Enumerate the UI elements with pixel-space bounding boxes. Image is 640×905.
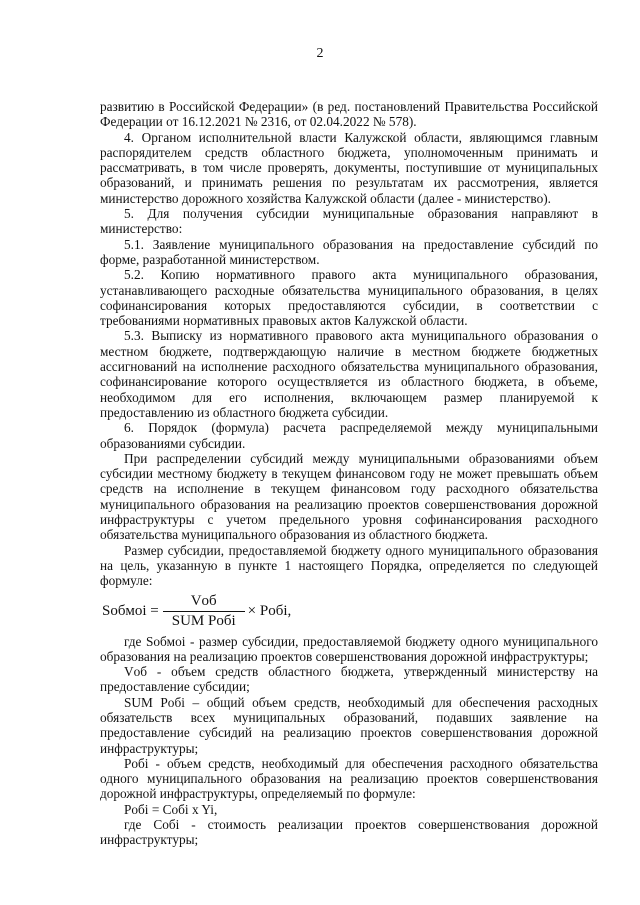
definition-c: где Cобi - стоимость реализации проектов совершенствования дорожной инфраструктуры; <box>100 817 598 848</box>
paragraph-5-3: 5.3. Выписку из нормативного правового акта муниципального образования о местном бюджете, подтверждающую наличие в местном бюджете бюджетных ассигнований на исполнение расходного обязательства муниципального образования, софинансирование которого осуществляется из областного бюджета, в объеме, необходимом для его исполнения, включающем размер планируемой к предоставлению из областного бюджета субсидии. <box>100 328 598 420</box>
definition-sum-p: SUM Pобi – общий объем средств, необходимый для обеспечения расходных обязательств всех муниципальных образований, подавших заявление на предоставление субсидий на реализацию проектов совершенствования дорожной инфраструктуры; <box>100 694 598 756</box>
subsidy-formula <box>102 593 598 630</box>
paragraph-distribution: При распределении субсидий между муниципальными образованиями объем субсидии местному бюджету в текущем финансовом году не может превышать объем средств на исполнение в текущем финансовом году расходного обязательства муниципального образования на реализацию проектов совершенствования дорожной инфраструктуры с учетом предельного уровня софинансирования расходного обязательства муниципального образования из областного бюджета. <box>100 450 598 543</box>
paragraph-5-1: 5.1. Заявление муниципального образования на предоставление субсидий по форме, разработанной министерством. <box>100 236 598 267</box>
paragraph-subsidy-size: Размер субсидии, предоставляемой бюджету одного муниципального образования на цель, указанную в пункте 1 настоящего Порядка, определяется по следующей формуле: <box>100 542 598 589</box>
paragraph-5-2: 5.2. Копию нормативного правого акта муниципального образования, устанавливающего расходные обязательства муниципального образования, в целях софинансирования которых предоставляются субсидии, в соответствии с требованиями нормативных правовых актов Калужской области. <box>100 267 598 329</box>
paragraph-5: 5. Для получения субсидии муниципальные образования направляют в министерство: <box>100 206 598 237</box>
paragraph-4: 4. Органом исполнительной власти Калужской области, являющимся главным распорядителем средств областного бюджета, уполномоченным принимать и рассматривать, в том числе проверять, документы, поступившие от муниципальных образований, и принимать решения по результатам их рассмотрения, является министерство дорожного хозяйства Калужской области (далее - министерство). <box>100 129 598 206</box>
document-body <box>100 99 598 848</box>
formula-denominator: SUM Pобi <box>171 612 236 629</box>
formula-lhs: Sобмоi = <box>102 602 159 619</box>
definition-s: где Sобмоi - размер субсидии, предоставляемой бюджету одного муниципального образования на реализацию проектов совершенствования дорожной инфраструктуры; <box>100 633 598 664</box>
p-formula: Pобi = Cобi x Yi, <box>124 801 218 817</box>
definition-p: Pобi - объем средств, необходимый для обеспечения расходного обязательства одного муниципального образования на реализацию проектов совершенствования дорожной инфраструктуры, определяемый по формуле: <box>100 755 598 802</box>
page-number: 2 <box>316 46 324 61</box>
paragraph-6: 6. Порядок (формула) расчета распределяемой между муниципальными образованиями субсидии. <box>100 420 598 451</box>
definition-v: Vоб - объем средств областного бюджета, утвержденный министерству на предоставление субсидии; <box>100 664 598 695</box>
formula-fraction <box>163 593 245 630</box>
formula-rhs: × Pобi, <box>247 602 292 619</box>
paragraph-continuation: развитию в Российской Федерации» (в ред. постановлений Правительства Российской Федерации от 16.12.2021 № 2316, от 02.04.2022 № 578). <box>100 99 598 130</box>
formula-numerator: Vоб <box>163 593 245 612</box>
